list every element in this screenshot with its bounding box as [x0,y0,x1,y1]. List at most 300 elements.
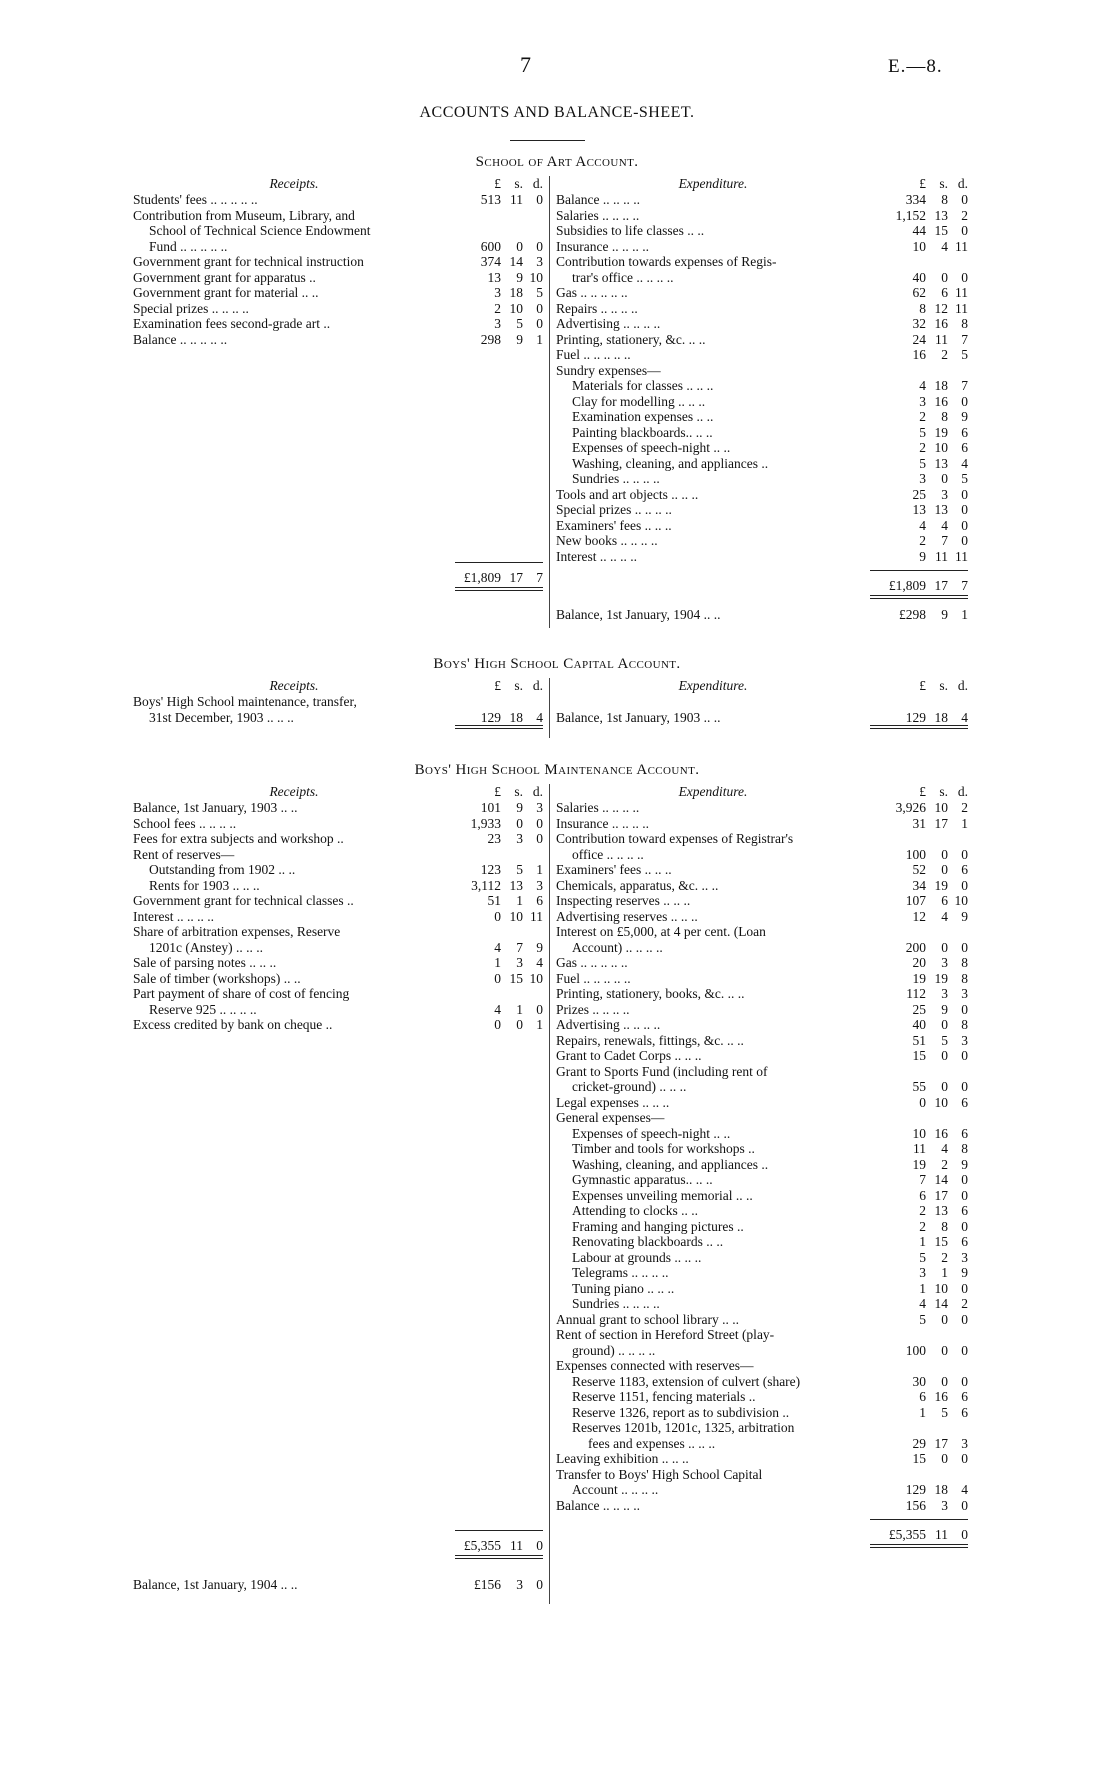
row-label: Sundries .. .. .. .. [572,471,660,486]
shillings-cell [926,1420,948,1436]
ledger-row [133,239,543,255]
pence-cell: 7 [536,570,543,585]
shillings-cell [926,254,948,270]
pounds-cell [455,208,501,224]
ledger-row [556,1064,968,1080]
pence-cell: 0 [961,269,968,285]
amount-cells [870,1405,968,1421]
pounds-cell: 600 [480,238,501,254]
pounds-cell: 8 [919,300,926,316]
pounds-cell: 25 [912,1001,926,1017]
row-label: Rent of section in Hereford Street (play- [556,1327,775,1342]
pence-cell: 0 [961,877,968,893]
maintenance-receipts [133,784,543,1592]
shillings-cell [501,986,523,1002]
shillings-cell: 19 [934,970,948,986]
pounds-cell: 0 [494,970,501,986]
row-label: Expenses of speech-night .. .. [572,440,731,455]
shillings-cell: 9 [516,269,523,285]
row-label: Advertising .. .. .. .. [556,1017,661,1032]
pounds-cell [870,1110,926,1126]
amount-cells [870,831,968,847]
double-rule [870,725,968,729]
amount-cells [870,1126,968,1142]
shillings-cell: 5 [516,862,523,877]
row-label: General expenses— [556,1110,665,1125]
pence-cell: 6 [961,862,968,877]
amount-cells [870,1033,968,1049]
document-reference: E.—8. [888,56,943,77]
amount-cells [870,471,968,487]
pounds-cell: 334 [905,192,926,207]
pounds-cell: 12 [912,908,926,924]
shillings-cell: 0 [516,1017,523,1032]
pounds-cell: 52 [912,862,926,877]
pounds-cell: 101 [480,800,501,815]
double-rule [455,587,543,591]
pence-cell: 6 [961,440,968,455]
row-label: Clay for modelling .. .. .. [572,393,706,409]
total-row [556,577,968,595]
shillings-cell: 15 [934,1234,948,1249]
ledger-row [133,285,543,301]
row-label: Sundries .. .. .. .. [572,1296,660,1311]
shillings-cell: 10 [509,908,523,924]
shillings-cell: 17 [934,1187,948,1203]
capital-expenditure [556,678,968,729]
ledger-row [556,1095,968,1111]
pounds-cell: 15 [912,1048,926,1063]
pounds-cell: 200 [905,939,926,955]
ledger-row [556,549,968,565]
row-label: Boys' High School maintenance, transfer, [133,694,357,709]
shillings-cell: 17 [509,570,523,585]
row-label: trar's office .. .. .. .. [572,269,674,285]
amount-cells [455,1577,543,1593]
pence-cell: 9 [961,409,968,424]
ledger-row [556,533,968,549]
pence-heading: d. [532,176,543,191]
ledger-row [133,909,543,925]
ledger-row [133,986,543,1002]
amount-cells [870,1188,968,1204]
ledger-row [556,1017,968,1033]
amount-cells [870,1110,968,1126]
amount-cells [870,607,968,623]
shillings-cell [926,924,948,940]
balance-forward-row [133,1577,543,1593]
ledger-row [556,239,968,255]
currency-header [455,678,543,694]
ledger-row [556,1389,968,1405]
amount-cells [870,1526,968,1544]
row-label: Balance, 1st January, 1903 .. .. [133,800,298,815]
ledger-row [556,1343,968,1359]
pence-cell: 0 [961,1048,968,1063]
pounds-cell: 6 [919,1187,926,1203]
pence-cell [948,1064,968,1080]
row-label: Contribution toward expenses of Registrar's [556,831,794,846]
ledger-row [556,487,968,503]
ledger-row [556,1002,968,1018]
ledger-row [556,1219,968,1235]
row-label: Examiners' fees .. .. .. [556,862,672,877]
amount-cells [870,1467,968,1483]
shillings-cell [926,1467,948,1483]
amount-cells [455,270,543,286]
currency-header [870,176,968,192]
amount-cells [870,440,968,456]
ledger-row [133,893,543,909]
pence-cell: 0 [536,192,543,207]
ledger-row [556,1327,968,1343]
currency-header [455,176,543,192]
amount-cells [455,893,543,909]
amount-cells [870,285,968,301]
ledger-row [556,1172,968,1188]
ledger-row [556,1126,968,1142]
pounds-cell: 129 [480,709,501,725]
shillings-cell: 14 [934,1296,948,1311]
ledger-row [556,425,968,441]
row-label: Expenses of speech-night .. .. [572,1125,731,1141]
row-label: fees and expenses .. .. .. [588,1435,716,1451]
shillings-cell: 17 [934,1435,948,1451]
row-label: Timber and tools for workshops .. [572,1141,755,1156]
ledger-row [556,1188,968,1204]
amount-cells [455,569,543,587]
amount-cells [870,955,968,971]
pounds-cell: 4 [919,517,926,533]
shillings-cell [501,924,523,940]
pence-cell: 0 [961,1079,968,1094]
ledger-row [556,270,968,286]
pence-cell: 0 [536,815,543,831]
total-spacer [556,577,870,595]
pence-cell: 0 [536,1001,543,1017]
row-label: Balance .. .. .. .. [556,1497,640,1513]
pounds-cell: 32 [912,316,926,331]
amount-cells [870,1219,968,1235]
ledger-row [133,208,543,224]
ledger-row [556,847,968,863]
pence-cell [948,1110,968,1126]
shillings-cell: 9 [516,800,523,815]
pence-cell: 0 [536,300,543,316]
amount-cells [455,831,543,847]
amount-cells [870,1498,968,1514]
pounds-cell: 30 [912,1373,926,1389]
ledger-row [556,909,968,925]
shillings-cell: 11 [935,331,948,347]
shillings-cell: 0 [941,471,948,486]
receipts-label: Receipts. [269,176,319,191]
pounds-cell: 11 [913,1141,926,1156]
shillings-cell: 14 [934,1172,948,1187]
row-label: Transfer to Boys' High School Capital [556,1466,763,1482]
amount-cells [870,456,968,472]
ledger-row [556,924,968,940]
pounds-cell: 3 [494,316,501,331]
row-label: Government grant for technical classes .. [133,893,354,908]
ledger-row [556,347,968,363]
pence-cell: 0 [961,1373,968,1389]
pence-heading: d. [957,678,968,693]
shillings-cell: 1 [941,1265,948,1280]
pence-cell: 6 [961,1203,968,1218]
column-header [133,784,543,800]
amount-cells [455,816,543,832]
pence-cell [523,694,543,710]
maintenance-divider [549,784,550,1604]
ledger-row [556,192,968,208]
ledger-row [556,1033,968,1049]
row-label: Expenses connected with reserves— [556,1358,754,1373]
ledger-row [556,940,968,956]
shillings-cell: 0 [941,862,948,877]
page-number: 7 [520,52,531,77]
row-label: Prizes .. .. .. .. [556,1001,630,1017]
ledger-row [556,1498,968,1514]
amount-cells [870,192,968,208]
amount-cells [870,1281,968,1297]
receipts-label: Receipts. [269,784,319,799]
pence-cell: 8 [961,1017,968,1032]
ledger-row [133,955,543,971]
title-rule [510,140,585,141]
pence-cell: 0 [961,393,968,409]
balance-forward-label: Balance, 1st January, 1904 .. .. [133,1576,298,1592]
row-label: Sale of parsing notes .. .. .. [133,955,277,970]
shillings-cell [926,1327,948,1343]
amount-cells [455,878,543,894]
pence-cell [948,254,968,270]
amount-cells [870,1064,968,1080]
shillings-cell: 0 [941,939,948,955]
pounds-cell: 44 [912,223,926,238]
ledger-row [556,518,968,534]
shilling-heading: s. [939,678,948,693]
amount-cells [455,192,543,208]
shillings-cell: 3 [516,955,523,970]
shillings-cell [501,223,523,239]
pence-cell: 1 [961,815,968,831]
pounds-cell: 0 [494,908,501,924]
ledger-row [556,1079,968,1095]
ledger-row [133,878,543,894]
amount-cells [455,1017,543,1033]
pounds-cell: 4 [494,1001,501,1017]
shillings-cell: 9 [941,1001,948,1017]
shillings-cell: 17 [934,815,948,831]
ledger-row [556,1281,968,1297]
amount-cells [870,1048,968,1064]
pence-cell: 6 [961,1404,968,1420]
ledger-row [556,1405,968,1421]
amount-cells [455,955,543,971]
shillings-cell: 3 [516,1576,523,1592]
shilling-heading: s. [939,784,948,799]
shillings-cell: 0 [941,846,948,862]
shilling-heading: s. [514,784,523,799]
row-label: Salaries .. .. .. .. [556,207,640,223]
shillings-cell: 0 [941,1017,948,1032]
row-label: Renovating blackboards .. .. [572,1234,724,1249]
ledger-row [556,1234,968,1250]
amount-cells [870,487,968,503]
pounds-cell: 34 [912,877,926,893]
row-label: Framing and hanging pictures .. [572,1218,744,1234]
ledger-row [556,1203,968,1219]
pounds-cell: 5 [919,424,926,440]
single-rule [455,562,543,563]
column-header [133,176,543,192]
pence-cell: 11 [955,548,968,564]
row-label: Grant to Cadet Corps .. .. .. [556,1048,702,1063]
row-label: Repairs .. .. .. .. [556,300,638,316]
amount-cells [870,1079,968,1095]
pence-cell: 6 [961,1389,968,1404]
pounds-cell: 3,926 [895,800,926,815]
pounds-cell: 100 [905,846,926,862]
row-label: Chemicals, apparatus, &c. .. .. [556,877,719,893]
shillings-cell: 1 [516,893,523,908]
row-label: Rent of reserves— [133,846,235,862]
amount-cells [455,800,543,816]
shillings-cell: 5 [941,1032,948,1048]
ledger-row [133,816,543,832]
amount-cells [870,502,968,518]
amount-cells [455,862,543,878]
ledger-row [556,1374,968,1390]
pounds-cell: 20 [912,955,926,970]
row-label: Washing, cleaning, and appliances .. [572,1156,769,1172]
pence-cell: 3 [961,986,968,1001]
pence-cell: 3 [536,800,543,815]
ledger-row [556,1265,968,1281]
pounds-cell: £1,809 [463,570,501,585]
single-rule [870,570,968,571]
capital-divider [549,678,550,738]
ledger-row [556,831,968,847]
row-label: Sundry expenses— [556,362,661,378]
pence-cell: 5 [961,347,968,362]
amount-cells [870,909,968,925]
shillings-cell: 0 [941,269,948,285]
pence-cell [948,831,968,847]
row-label: Special prizes .. .. .. .. [556,502,672,517]
row-label: office .. .. .. .. [572,846,644,862]
pounds-cell: 62 [912,285,926,300]
amount-cells [870,878,968,894]
row-label: Account .. .. .. .. [572,1482,659,1497]
amount-cells [455,1537,543,1555]
expenditure-label: Expenditure. [678,784,748,799]
ledger-row [556,1141,968,1157]
row-label: Materials for classes .. .. .. [572,378,714,393]
ledger-row [556,971,968,987]
pence-cell: 9 [961,1265,968,1280]
pence-cell: 0 [961,1451,968,1466]
pence-heading: d. [957,176,968,191]
shillings-cell: 1 [516,1001,523,1017]
shillings-cell: 2 [941,1249,948,1265]
pound-heading: £ [919,176,926,191]
pence-cell [948,1420,968,1436]
maintenance-account-title: Boys' High School Maintenance Account. [414,762,700,778]
pound-heading: £ [494,678,501,693]
pence-cell: 5 [536,285,543,300]
amount-cells [870,971,968,987]
amount-cells [455,940,543,956]
amount-cells [870,425,968,441]
pence-cell: 4 [961,709,968,725]
pounds-cell [870,1467,926,1483]
row-label: Examination fees second-grade art .. [133,316,331,331]
amount-cells [870,394,968,410]
shilling-heading: s. [514,176,523,191]
currency-header [455,784,543,800]
ledger-row [133,831,543,847]
shillings-cell: 0 [941,1342,948,1358]
ledger-row [556,440,968,456]
row-label: 31st December, 1903 .. .. .. [149,709,294,725]
column-header [556,176,968,192]
row-label: Printing, stationery, books, &c. .. .. [556,986,745,1001]
pounds-cell: 31 [912,815,926,831]
total-row [133,569,543,587]
ledger-row [133,847,543,863]
amount-cells [870,1389,968,1405]
row-label: Fund .. .. .. .. .. [149,238,228,254]
shillings-cell: 19 [934,424,948,440]
pence-cell: 0 [961,846,968,862]
shillings-cell: 12 [934,300,948,316]
row-label: Reserves 1201b, 1201c, 1325, arbitration [572,1420,795,1435]
row-label: Labour at grounds .. .. .. [572,1249,702,1265]
shillings-cell [926,1064,948,1080]
shillings-cell: 5 [516,316,523,331]
pounds-cell [455,223,501,239]
row-label: Grant to Sports Fund (including rent of [556,1063,768,1079]
shillings-cell: 4 [941,517,948,533]
pence-cell [948,924,968,940]
pence-cell [523,924,543,940]
pounds-cell [870,831,926,847]
amount-cells [870,1420,968,1436]
pounds-cell: 13 [487,269,501,285]
ledger-row [556,394,968,410]
pence-cell: 0 [961,502,968,517]
maintenance-expenditure [556,784,968,1548]
pounds-cell: 513 [480,192,501,207]
row-label: Printing, stationery, &c. .. .. [556,331,706,347]
pence-cell: 0 [536,238,543,254]
pence-cell [948,1327,968,1343]
ledger-row [133,270,543,286]
row-label: cricket-ground) .. .. .. [572,1079,687,1094]
art-account-title: School of Art Account. [475,154,639,170]
shillings-cell: 18 [934,709,948,725]
pence-cell: 3 [536,254,543,269]
shillings-cell [501,694,523,710]
shillings-cell: 13 [934,502,948,517]
balance-forward-row [556,607,968,623]
row-label: Students' fees .. .. .. .. .. [133,192,258,207]
row-label: Rents for 1903 .. .. .. [149,877,260,893]
shilling-heading: s. [939,176,948,191]
pounds-cell: 13 [912,502,926,517]
